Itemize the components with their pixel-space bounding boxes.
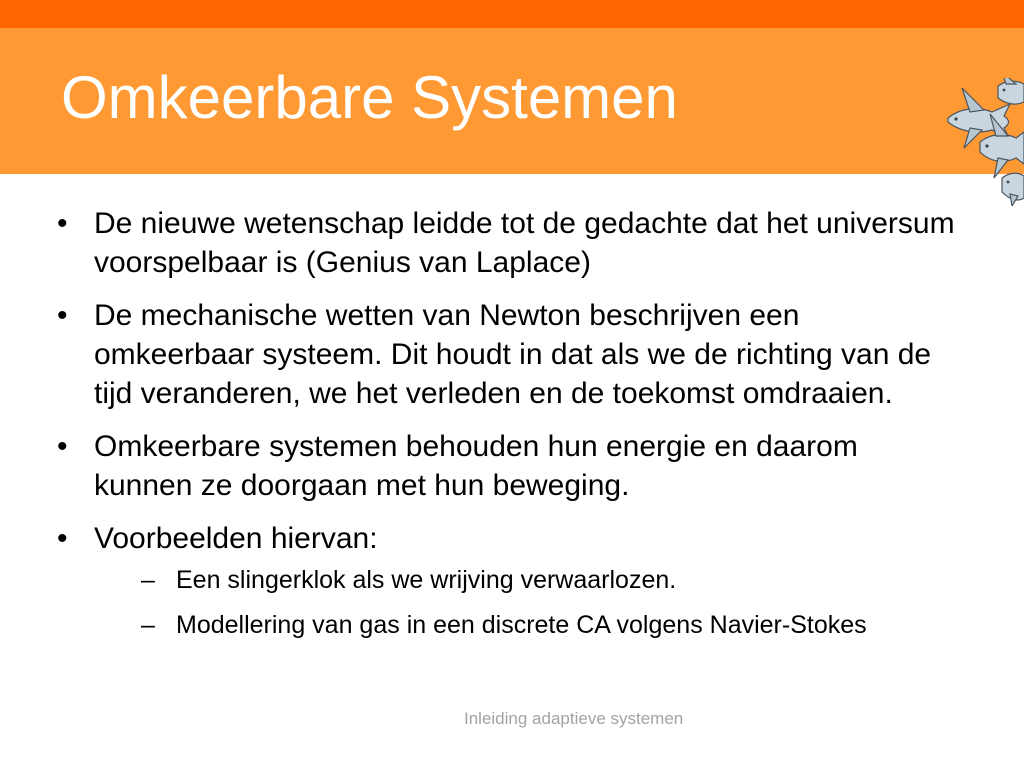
sub-bullet-list: [94, 564, 957, 641]
bullet-marker: •: [57, 522, 68, 555]
sub-bullet-text: Modellering van gas in een discrete CA volgens Navier-Stokes: [176, 611, 867, 639]
bullet-text: Voorbeelden hiervan:: [94, 522, 378, 555]
bullet-list: [57, 204, 957, 641]
bullet-item: [57, 427, 957, 505]
slide-title: Omkeerbare Systemen: [61, 64, 678, 131]
sub-bullet-item: [94, 564, 957, 596]
slide-footer: Inleiding adaptieve systemen: [464, 709, 684, 728]
bullet-marker: •: [57, 430, 68, 463]
bullet-text: De nieuwe wetenschap leidde tot de gedachte dat het universum voorspelbaar is (Genius van Laplace): [94, 207, 955, 279]
slide-content: [57, 204, 957, 655]
flying-fish-icon: [940, 78, 1024, 206]
sub-bullet-marker: –: [141, 611, 155, 639]
bullet-text: Omkeerbare systemen behouden hun energie en daarom kunnen ze doorgaan met hun beweging.: [94, 430, 858, 502]
sub-bullet-item: [94, 609, 957, 641]
sub-bullet-marker: –: [141, 566, 155, 594]
bullet-text: De mechanische wetten van Newton beschrijven een omkeerbaar systeem. Dit houdt in dat als we de richting van de tijd veranderen, we het verleden en de toekomst omdraaien.: [94, 299, 932, 410]
top-accent-strip: [0, 0, 1024, 28]
bullet-item: [57, 204, 957, 282]
bullet-marker: •: [57, 207, 68, 240]
bullet-item: [57, 296, 957, 413]
bullet-item: [57, 519, 957, 641]
sub-bullet-text: Een slingerklok als we wrijving verwaarlozen.: [176, 566, 677, 594]
bullet-marker: •: [57, 299, 68, 332]
